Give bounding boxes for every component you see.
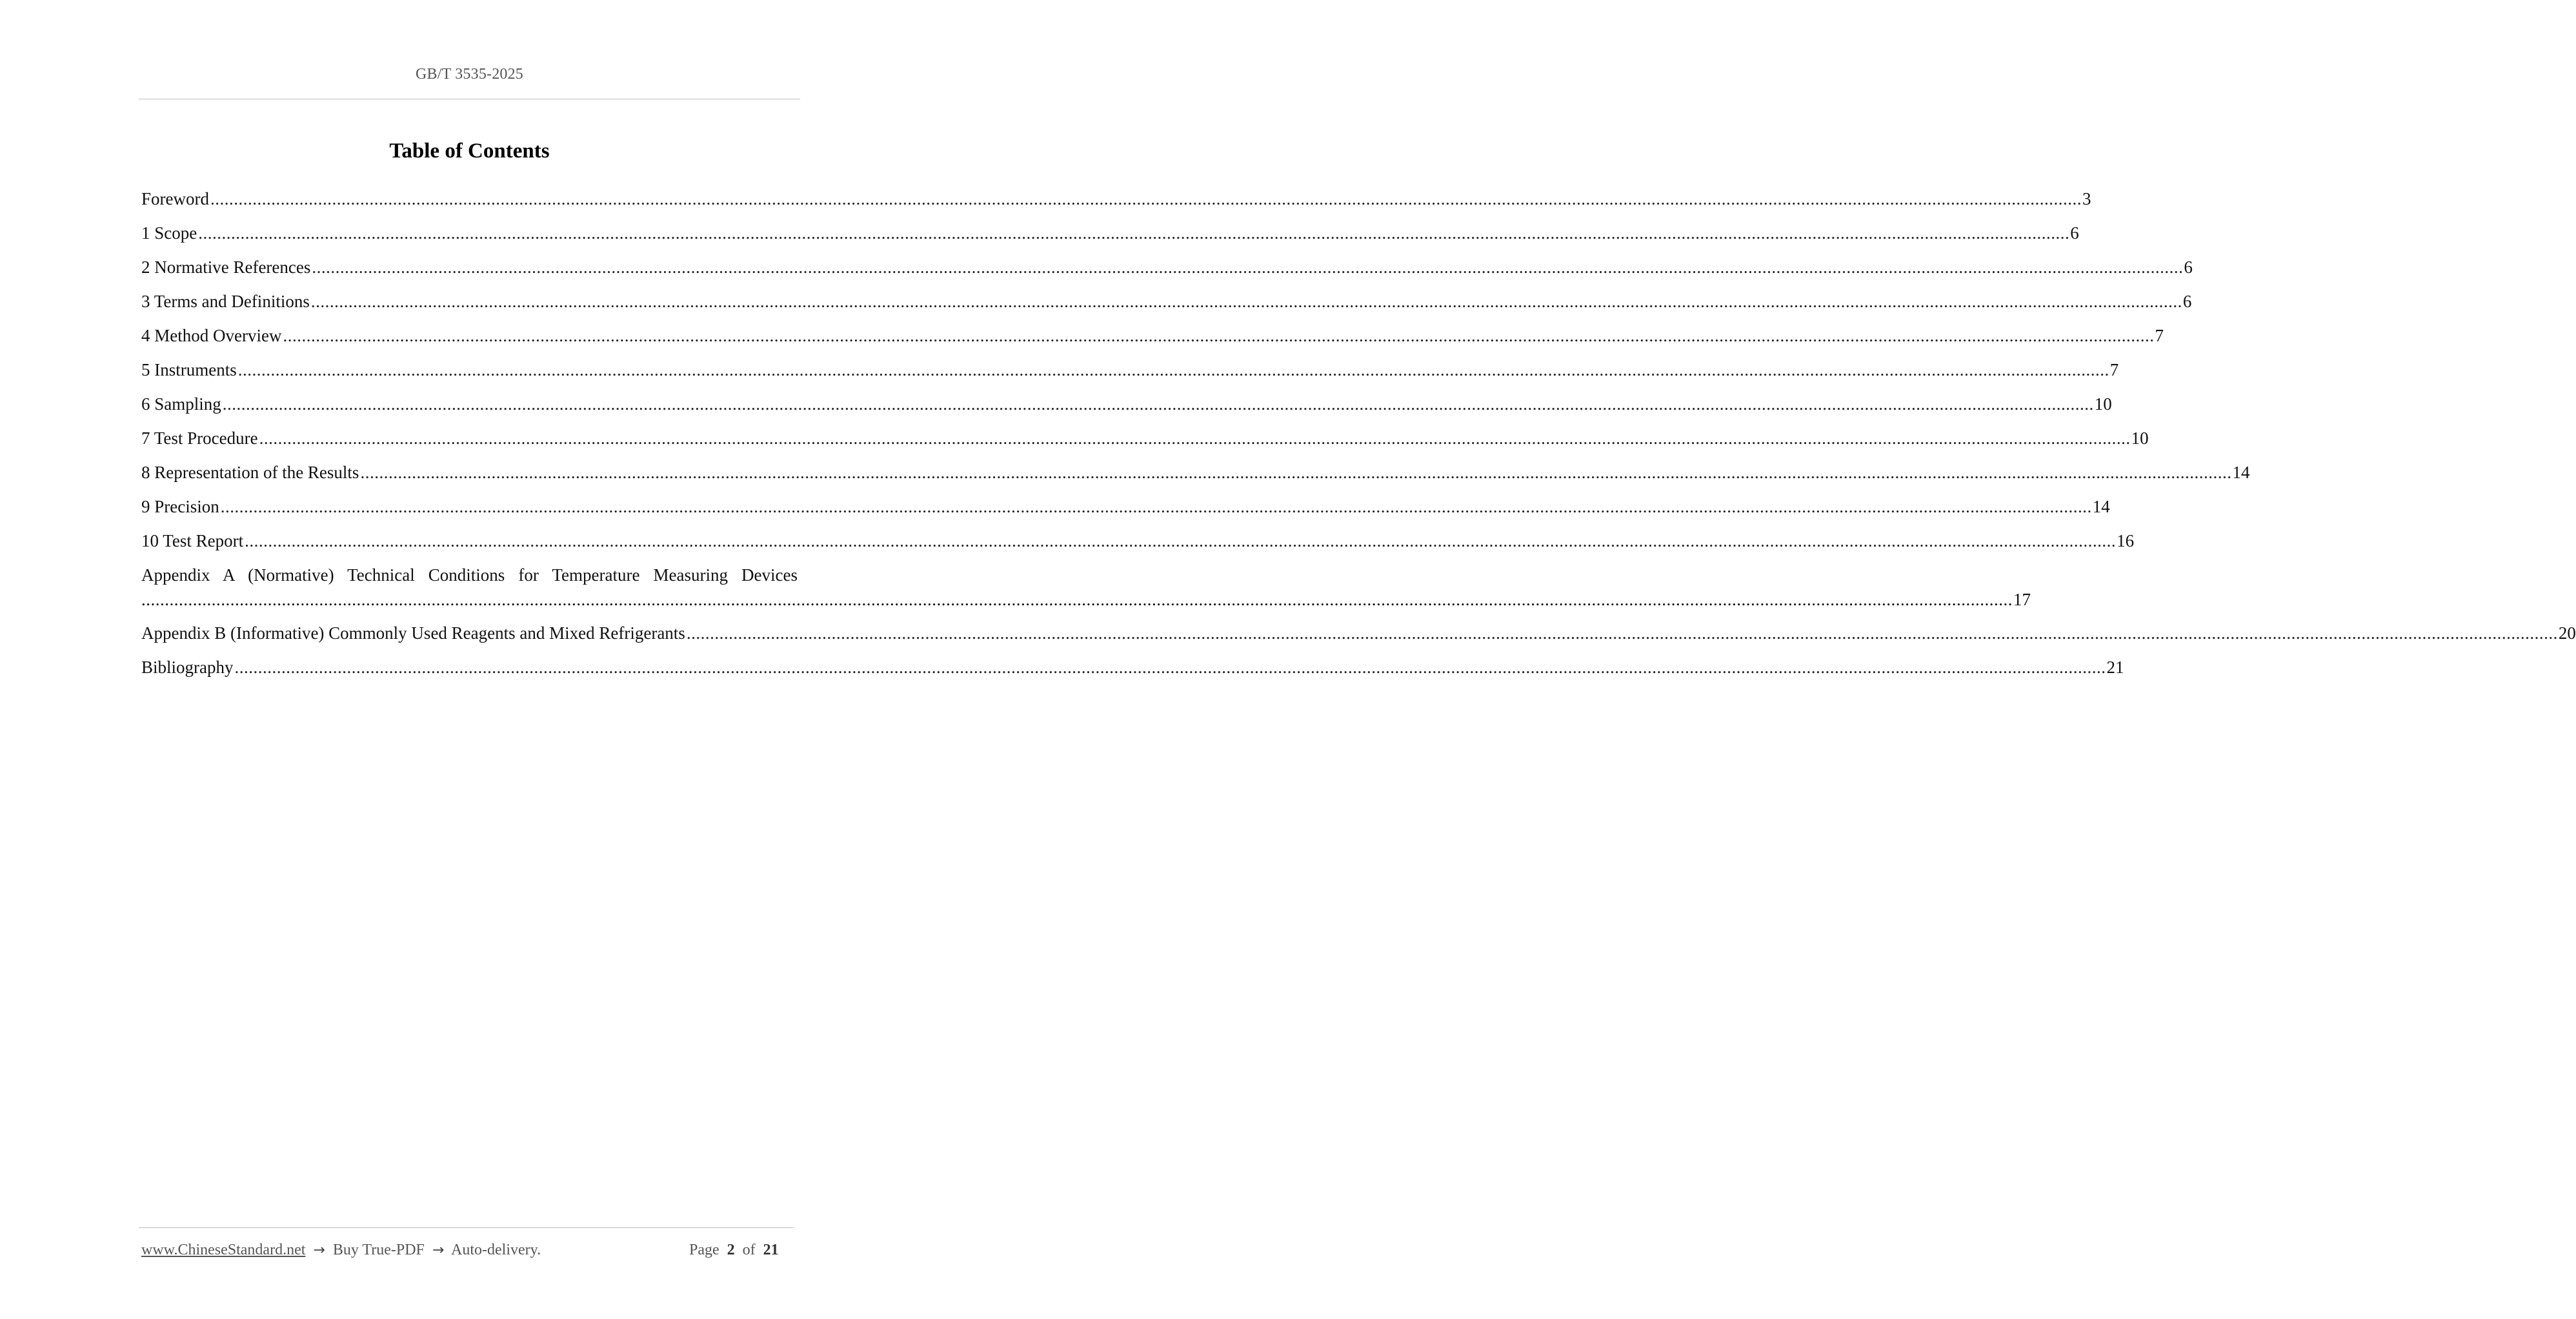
toc-entry-sampling[interactable]	[141, 392, 2112, 426]
dot-leader: ................................................................................................................................................................................................................................................................................................................................................................................................................	[686, 623, 2558, 643]
toc-entry-appendix-a[interactable]	[141, 563, 2031, 621]
buy-true-pdf-text: Buy True-PDF	[332, 1242, 425, 1258]
toc-entry-label: 6 Sampling	[141, 394, 221, 414]
dot-leader: ................................................................................................................................................................................................................................................................................................................................................................................................................	[210, 189, 2082, 208]
toc-entry-precision[interactable]	[141, 494, 2110, 529]
site-link[interactable]: www.ChineseStandard.net	[141, 1242, 306, 1258]
toc-entry-scope[interactable]	[141, 221, 2079, 255]
toc-entry-page: 21	[2106, 658, 2124, 677]
dot-leader: ................................................................................................................................................................................................................................................................................................................................................................................................................	[312, 257, 2184, 277]
dot-leader: ................................................................................................................................................................................................................................................................................................................................................................................................................	[237, 360, 2109, 379]
toc-entry-appendix-b[interactable]	[141, 621, 2576, 655]
toc-entry-terms-and-definitions[interactable]	[141, 289, 2192, 323]
toc-entry-label: 1 Scope	[141, 223, 197, 243]
toc-entry-representation-of-results[interactable]	[141, 460, 2250, 494]
toc-entry-page: 14	[2092, 497, 2110, 516]
dot-leader: ................................................................................................................................................................................................................................................................................................................................................................................................................	[360, 463, 2232, 482]
page-number	[689, 1242, 783, 1259]
toc-entry-label: 5 Instruments	[141, 360, 237, 379]
toc-entry-page: 7	[2155, 326, 2164, 345]
right-arrow-icon: →	[432, 1242, 445, 1258]
toc-entry-label: 2 Normative References	[141, 257, 311, 277]
toc-entry-label: Appendix B (Informative) Commonly Used Reagents and Mixed Refrigerants	[141, 623, 685, 643]
toc-entry-page: 6	[2070, 223, 2079, 243]
toc-entry-label: 4 Method Overview	[141, 326, 282, 345]
of-word: of	[742, 1242, 756, 1258]
toc-entry-page: 10	[2094, 394, 2112, 414]
toc-entry-test-procedure[interactable]	[141, 426, 2149, 460]
auto-delivery-text: Auto-delivery.	[451, 1242, 541, 1258]
table-of-contents	[141, 186, 2576, 689]
toc-entry-label: 3 Terms and Definitions	[141, 292, 310, 311]
dot-leader: ................................................................................................................................................................................................................................................................................................................................................................................................................	[283, 326, 2155, 345]
toc-entry-page: 6	[2184, 257, 2193, 277]
toc-entry-instruments[interactable]	[141, 357, 2119, 392]
toc-entry-method-overview[interactable]	[141, 323, 2164, 357]
toc-entry-label: Appendix A (Normative) Technical Conditions for Temperature Measuring Devices	[141, 565, 798, 585]
dot-leader: ................................................................................................................................................................................................................................................................................................................................................................................................................	[245, 531, 2117, 550]
dot-leader: ................................................................................................................................................................................................................................................................................................................................................................................................................	[310, 292, 2182, 311]
toc-entry-test-report[interactable]	[141, 529, 2135, 563]
toc-entry-page: 6	[2182, 292, 2192, 311]
dot-leader: ................................................................................................................................................................................................................................................................................................................................................................................................................	[222, 394, 2094, 414]
toc-entry-page: 17	[2013, 590, 2031, 609]
toc-entry-label: Bibliography	[141, 658, 234, 677]
dot-leader: ................................................................................................................................................................................................................................................................................................................................................................................................................	[141, 590, 2013, 609]
toc-entry-label: 7 Test Procedure	[141, 428, 258, 448]
toc-entry-page: 14	[2232, 463, 2250, 482]
toc-entry-label: Foreword	[141, 189, 209, 208]
toc-entry-bibliography[interactable]	[141, 655, 2124, 689]
page-word: Page	[689, 1242, 719, 1258]
toc-entry-page: 7	[2109, 360, 2119, 379]
toc-entry-foreword[interactable]	[141, 186, 2091, 221]
toc-entry-page: 3	[2082, 189, 2091, 208]
toc-entry-label: 10 Test Report	[141, 531, 244, 550]
footer-divider	[139, 1227, 794, 1228]
dot-leader: ................................................................................................................................................................................................................................................................................................................................................................................................................	[259, 428, 2131, 448]
page-header-doc-id: GB/T 3535-2025	[415, 66, 524, 83]
dot-leader: ................................................................................................................................................................................................................................................................................................................................................................................................................	[198, 223, 2070, 243]
toc-title: Table of Contents	[389, 139, 550, 163]
toc-entry-page: 10	[2131, 428, 2149, 448]
dot-leader: ................................................................................................................................................................................................................................................................................................................................................................................................................	[234, 658, 2106, 677]
footer-promo	[141, 1242, 541, 1259]
dot-leader: ................................................................................................................................................................................................................................................................................................................................................................................................................	[220, 497, 2092, 516]
page-current: 2	[727, 1242, 735, 1258]
toc-entry-label: 8 Representation of the Results	[141, 463, 359, 482]
right-arrow-icon: →	[313, 1242, 325, 1258]
toc-entry-label: 9 Precision	[141, 497, 219, 516]
page-total: 21	[763, 1242, 779, 1258]
toc-entry-page: 20	[2558, 623, 2576, 643]
toc-entry-normative-references[interactable]	[141, 255, 2193, 289]
toc-entry-page: 16	[2117, 531, 2135, 550]
